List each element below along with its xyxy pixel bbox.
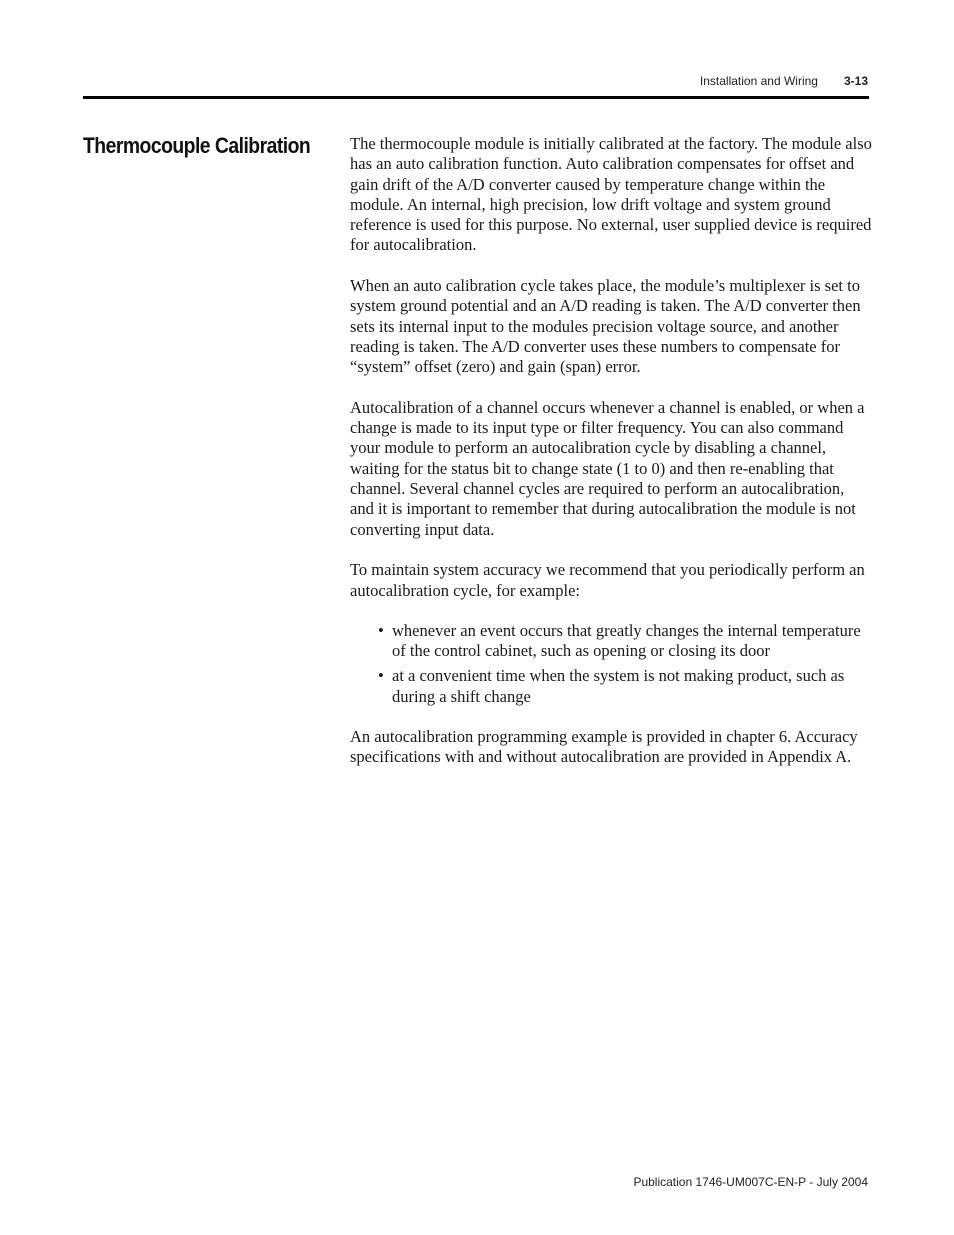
bullet-text: whenever an event occurs that greatly changes the internal temperature of the control cabinet, such as opening or closing its door bbox=[392, 621, 861, 661]
bullet-text: at a convenient time when the system is not making product, such as during a shift change bbox=[392, 666, 845, 706]
bullet-list bbox=[350, 621, 872, 707]
paragraph-recommend: To maintain system accuracy we recommend that you periodically perform an autocalibration cycle, for example: bbox=[350, 560, 865, 600]
page-number: 3-13 bbox=[843, 74, 868, 88]
body-column bbox=[350, 134, 872, 788]
list-item bbox=[378, 621, 872, 662]
list-item bbox=[378, 666, 872, 707]
bullet-dot: • bbox=[378, 621, 384, 641]
running-header bbox=[700, 74, 868, 88]
bullet-dot: • bbox=[378, 666, 384, 686]
paragraph-closing: An autocalibration programming example is provided in chapter 6. Accuracy specifications with and without autocalibration are provided in Appendix A. bbox=[350, 727, 858, 767]
section-title: Thermocouple Calibration bbox=[83, 133, 311, 158]
paragraph-intro: The thermocouple module is initially calibrated at the factory. The module also has an auto calibration function. Auto calibration compensates for offset and gain drift of the A/D converter caused by temperature change within the module. An internal, high precision, low drift voltage and system ground reference is used for this purpose. No external, user supplied device is required for autocalibration. bbox=[350, 134, 872, 255]
header-rule bbox=[83, 96, 869, 99]
footer-publication: Publication 1746-UM007C-EN-P - July 2004 bbox=[633, 1175, 868, 1189]
running-header-section: Installation and Wiring bbox=[699, 74, 818, 88]
paragraph-channel: Autocalibration of a channel occurs whenever a channel is enabled, or when a change is made to its input type or filter frequency. You can also command your module to perform an autocalibration cycle by disabling a channel, waiting for the status bit to change state (1 to 0) and then re-enabling that channel. Several channel cycles are required to perform an autocalibration, and it is important to remember that during autocalibration the module is not converting input data. bbox=[350, 397, 865, 539]
paragraph-cycle: When an auto calibration cycle takes place, the module’s multiplexer is set to system ground potential and an A/D reading is taken. The A/D converter then sets its internal input to the modules precision voltage source, and another reading is taken. The A/D converter uses these numbers to compensate for “system” offset (zero) and gain (span) error. bbox=[350, 276, 861, 377]
